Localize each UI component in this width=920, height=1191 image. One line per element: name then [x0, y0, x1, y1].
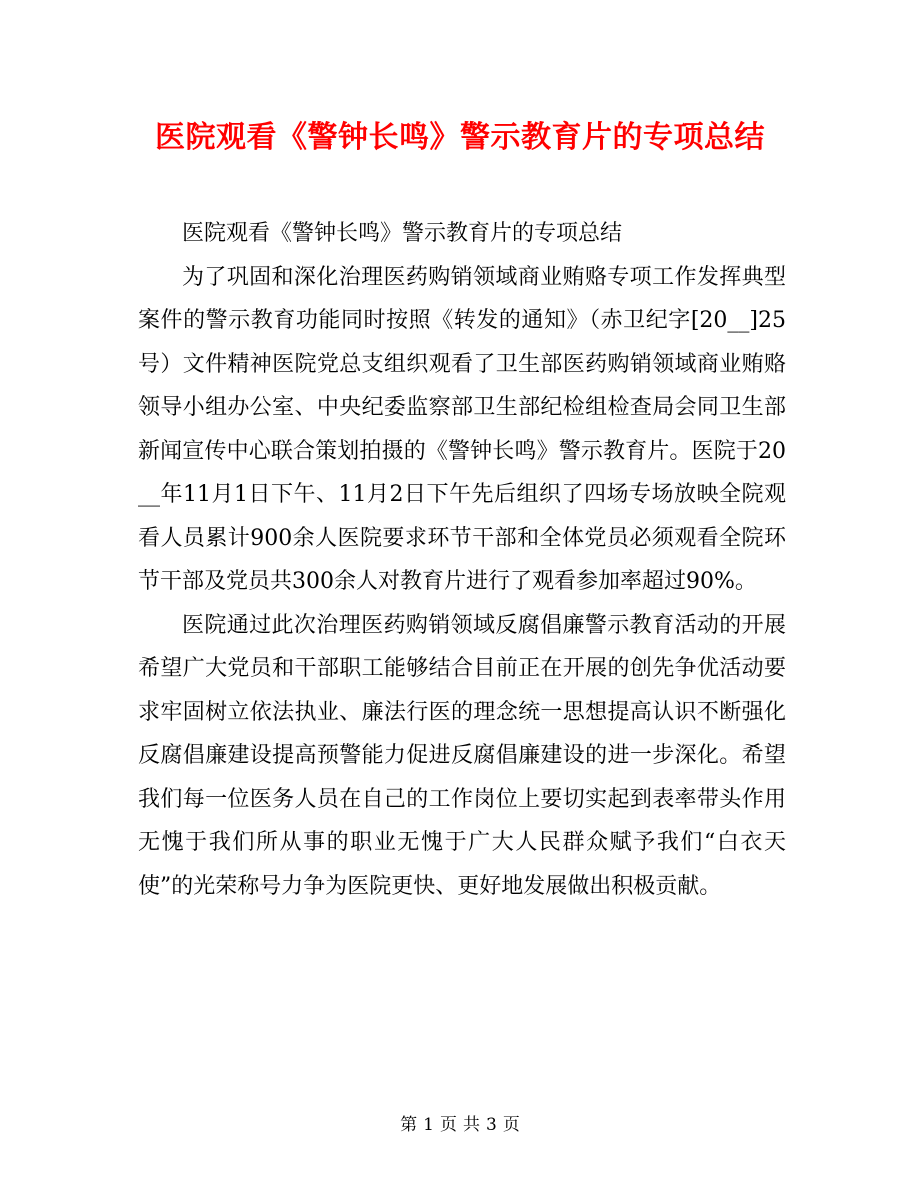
footer-prefix: 第 [400, 1115, 418, 1135]
document-title: 医院观看《警钟长鸣》警示教育片的专项总结 [155, 120, 765, 155]
footer-page-word: 页 [440, 1115, 457, 1135]
footer-total-pages: 3 [486, 1115, 497, 1135]
footer-suffix: 页 [502, 1115, 520, 1135]
page-footer [0, 1110, 920, 1140]
paragraph-1: 为了巩固和深化治理医药购销领域商业贿赂专项工作发挥典型案件的警示教育功能同时按照《转发的通知》（赤卫纪字[20__]25号）文件精神医院党总支组织观看了卫生部医药购销领域商业贿赂领导小组办公室、中央纪委监察部卫生部纪检组检查局会同卫生部新闻宣传中心联合策划拍摄的《警钟长鸣》警示教育片。医院于20__年11月1日下午、11月2日下午先后组织了四场专场放映全院观看人员累计900余人医院要求环节干部和全体党员必须观看全院环节干部及党员共300余人对教育片进行了观看参加率超过90%。 [138, 264, 786, 594]
paragraph-subtitle: 医院观看《警钟长鸣》警示教育片的专项总结 [182, 221, 623, 246]
document-body [138, 212, 786, 908]
paragraph-2: 医院通过此次治理医药购销领域反腐倡廉警示教育活动的开展希望广大党员和干部职工能够结合目前正在开展的创先争优活动要求牢固树立依法执业、廉法行医的理念统一思想提高认识不断强化反腐倡廉建设提高预警能力促进反腐倡廉建设的进一步深化。希望我们每一位医务人员在自己的工作岗位上要切实起到表率带头作用无愧于我们所从事的职业无愧于广大人民群众赋予我们“白衣天使”的光荣称号力争为医院更快、更好地发展做出积极贡献。 [138, 612, 786, 899]
footer-total-word: 共 [463, 1115, 480, 1135]
footer-current-page: 1 [423, 1115, 434, 1135]
